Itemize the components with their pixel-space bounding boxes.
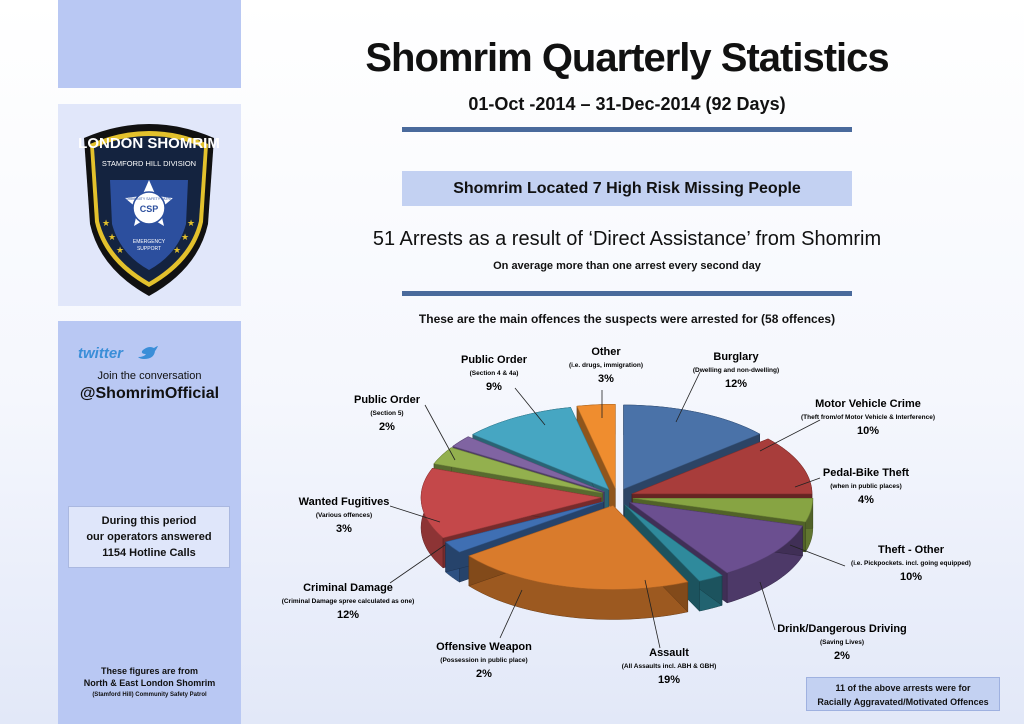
slice-percent: 2%	[476, 668, 492, 680]
source-line-1: These figures are from	[100, 666, 199, 676]
badge-division: STAMFORD HILL DIVISION	[101, 159, 197, 168]
svg-text:★: ★	[173, 245, 182, 255]
hotline-line-2: our operators answered	[86, 531, 212, 543]
slice-sublabel: (i.e. drugs, immigration)	[568, 362, 644, 369]
slice-percent: 3%	[598, 373, 614, 385]
page-title: Shomrim Quarterly Statistics	[365, 36, 889, 80]
badge-title: LONDON SHOMRIM	[78, 135, 220, 152]
slice-percent: 9%	[486, 381, 502, 393]
svg-text:★: ★	[102, 218, 111, 228]
join-conversation-text: Join the conversation	[97, 370, 202, 382]
slice-sublabel: (All Assaults incl. ABH & GBH)	[621, 663, 717, 670]
slice-percent: 3%	[336, 523, 352, 535]
svg-text:★: ★	[181, 232, 190, 242]
slice-sublabel: (Section 4 & 4a)	[469, 370, 519, 377]
missing-people-banner: Shomrim Located 7 High Risk Missing People	[402, 171, 852, 206]
leader-line	[390, 545, 445, 583]
offences-heading: These are the main offences the suspects were arrested for (58 offences)	[418, 312, 836, 326]
slice-sublabel: (Dwelling and non-dwelling)	[692, 367, 780, 374]
slice-label: Drink/Dangerous Driving	[777, 623, 907, 635]
badge-bottom-2: SUPPORT	[136, 246, 162, 252]
slice-percent: 12%	[724, 378, 748, 390]
badge-ring: COMMUNITY SAFETY PATROL	[123, 197, 175, 201]
source-line-3: (Stamford Hill) Community Safety Patrol	[92, 692, 207, 698]
slice-sublabel: (Saving Lives)	[819, 639, 865, 646]
slice-label: Assault	[649, 647, 689, 659]
hotline-line-1: During this period	[101, 515, 197, 527]
slice-sublabel: (Theft from/of Motor Vehicle & Interference)	[801, 414, 935, 421]
source-line-2: North & East London Shomrim	[83, 678, 216, 688]
date-range: 01-Oct -2014 – 31-Dec-2014 (92 Days)	[468, 94, 786, 114]
slice-sublabel: (Criminal Damage spree calculated as one)	[281, 598, 415, 605]
leader-line	[760, 420, 820, 451]
svg-text:★: ★	[187, 218, 196, 228]
slice-sublabel: (Section 5)	[370, 410, 404, 417]
slice-label: Pedal-Bike Theft	[822, 467, 910, 479]
slice-percent: 12%	[336, 609, 360, 621]
arrests-statement: 51 Arrests as a result of ‘Direct Assistance’ from Shomrim	[372, 228, 882, 250]
badge-center: CSP	[139, 204, 159, 214]
slice-sublabel: (i.e. Pickpockets. incl. going equipped)	[851, 560, 971, 567]
slice-sublabel: (Possession in public place)	[440, 657, 528, 664]
slice-label: Motor Vehicle Crime	[815, 398, 921, 410]
slice-label: Public Order	[353, 394, 421, 406]
slice-label: Offensive Weapon	[436, 641, 532, 653]
badge-bottom-1: EMERGENCY	[132, 239, 166, 245]
slice-label: Criminal Damage	[303, 582, 393, 594]
slice-percent: 4%	[858, 494, 874, 506]
twitter-handle-link[interactable]: @ShomrimOfficial	[79, 385, 220, 402]
leader-line	[760, 582, 775, 630]
slice-percent: 10%	[856, 425, 880, 437]
slice-label: Other	[591, 346, 621, 358]
twitter-wordmark: twitter	[78, 345, 123, 362]
racial-offences-note	[806, 677, 1000, 711]
slice-percent: 10%	[899, 571, 923, 583]
slice-label: Theft - Other	[878, 544, 944, 556]
slice-percent: 2%	[379, 421, 395, 433]
slice-percent: 19%	[657, 674, 681, 686]
slice-sublabel: (when in public places)	[830, 483, 902, 490]
slice-sublabel: (Various offences)	[315, 512, 373, 519]
hotline-line-3: 1154 Hotline Calls	[102, 547, 196, 559]
average-statement: On average more than one arrest every second day	[493, 260, 761, 272]
svg-text:★: ★	[116, 245, 125, 255]
svg-text:★: ★	[108, 232, 117, 242]
slice-label: Wanted Fugitives	[298, 496, 390, 508]
slice-percent: 2%	[834, 650, 850, 662]
slice-label: Public Order	[460, 354, 528, 366]
leader-line	[425, 405, 455, 460]
racial-note-line-1: 11 of the above arrests were for	[835, 683, 971, 693]
slice-label: Burglary	[713, 351, 759, 363]
racial-note-line-2: Racially Aggravated/Motivated Offences	[817, 697, 989, 707]
